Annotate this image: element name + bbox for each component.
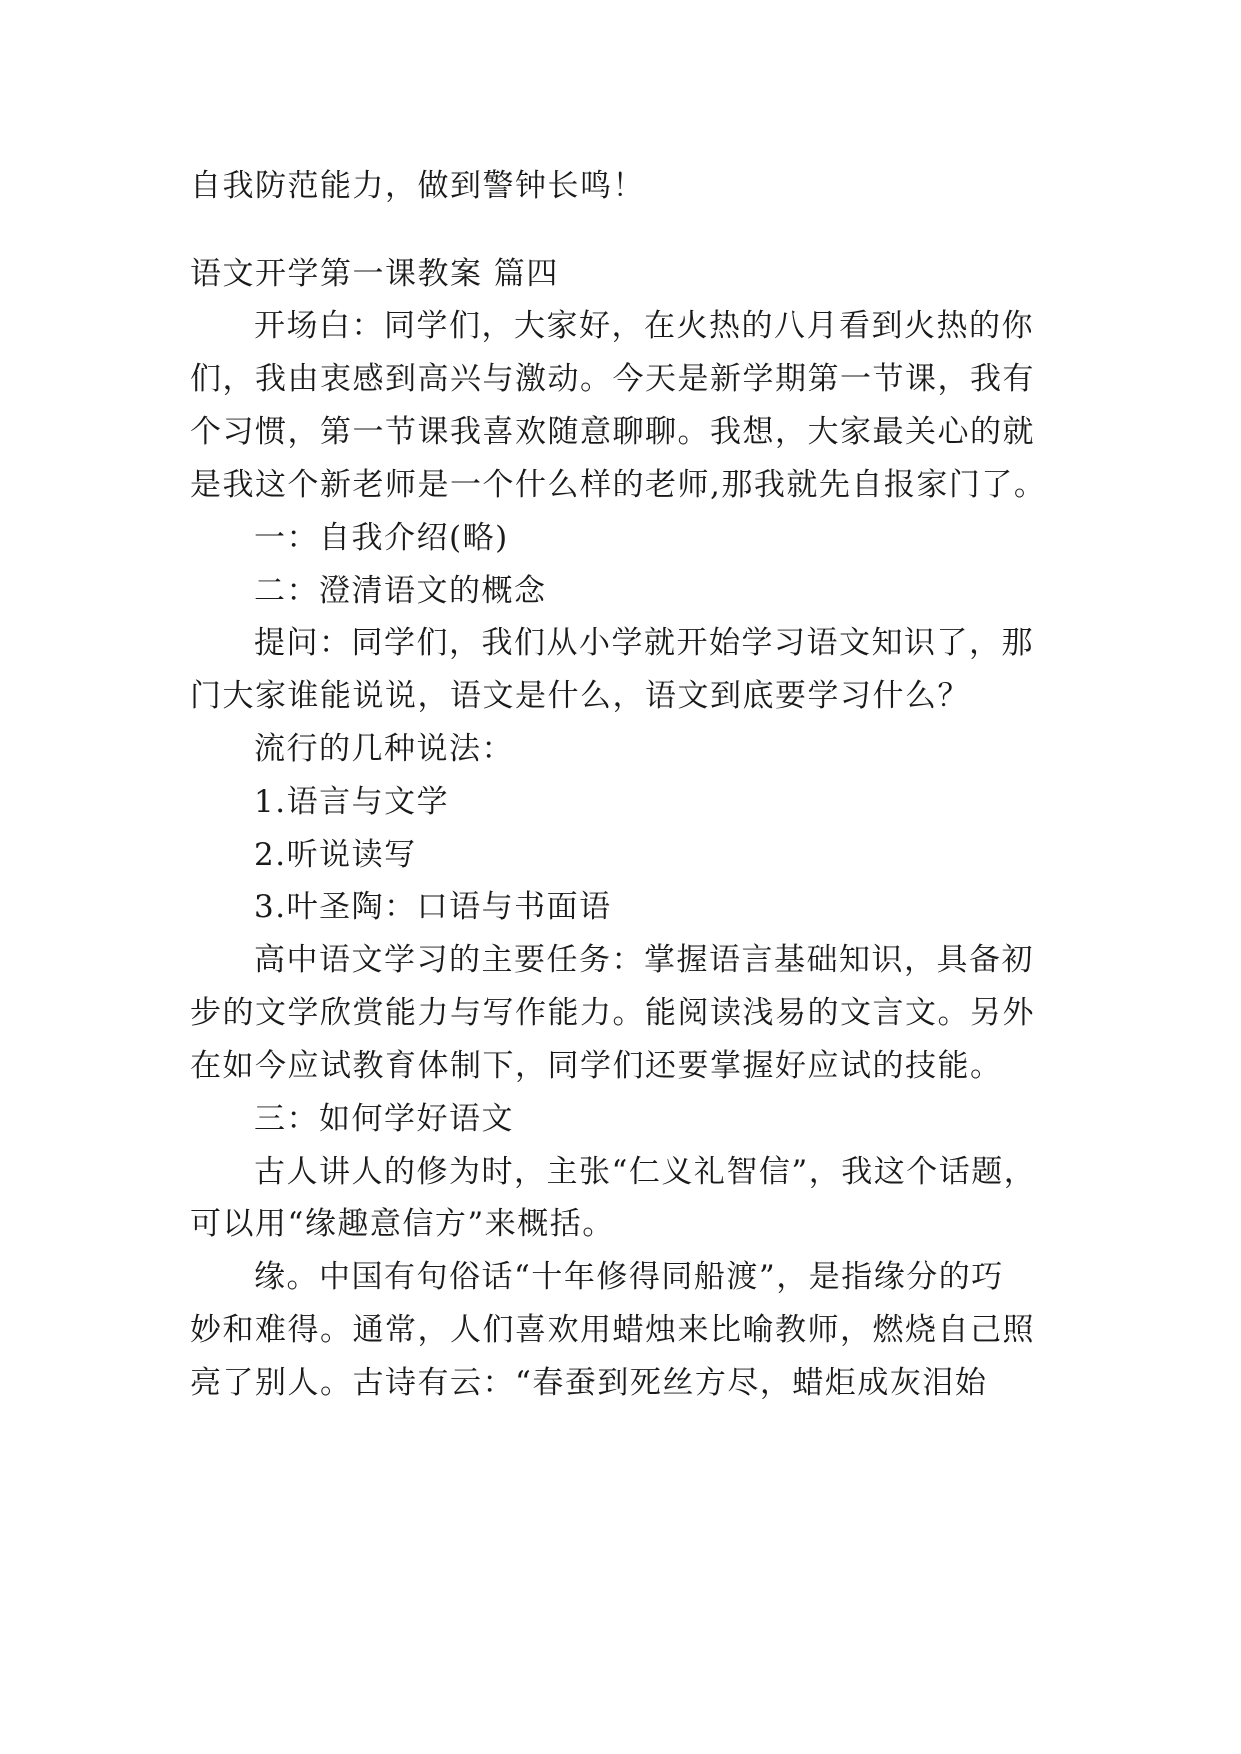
text-line-23: 亮了别人。古诗有云：“春蚕到死丝方尽，蜡炬成灰泪始 [190,1365,988,1401]
text-line-3: 开场白：同学们，大家好，在火热的八月看到火热的你 [254,308,1034,344]
text-line-8: 二：澄清语文的概念 [254,573,547,609]
text-line-19: 古人讲人的修为时，主张“仁义礼智信”，我这个话题， [254,1154,1037,1190]
section-heading: 语文开学第一课教案 篇四 [190,256,559,292]
text-line-1: 自我防范能力，做到警钟长鸣！ [190,168,645,204]
text-line-17: 在如今应试教育体制下，同学们还要掌握好应试的技能。 [190,1048,1003,1084]
text-line-5: 个习惯，第一节课我喜欢随意聊聊。我想，大家最关心的就 [190,414,1035,450]
text-line-13: 2.听说读写 [254,837,417,873]
text-line-21: 缘。中国有句俗话“十年修得同船渡”，是指缘分的巧 [254,1259,1004,1295]
text-line-14: 3.叶圣陶：口语与书面语 [254,889,612,925]
text-line-11: 流行的几种说法： [254,731,514,767]
text-line-15: 高中语文学习的主要任务：掌握语言基础知识，具备初 [254,942,1034,978]
text-line-16: 步的文学欣赏能力与写作能力。能阅读浅易的文言文。另外 [190,995,1035,1031]
text-line-20: 可以用“缘趣意信方”来概括。 [190,1206,615,1242]
text-line-22: 妙和难得。通常，人们喜欢用蜡烛来比喻教师，燃烧自己照 [190,1312,1035,1348]
text-line-12: 1.语言与文学 [254,784,450,820]
text-line-18: 三：如何学好语文 [254,1101,514,1137]
text-line-4: 们，我由衷感到高兴与激动。今天是新学期第一节课，我有 [190,361,1035,397]
text-line-6: 是我这个新老师是一个什么样的老师,那我就先自报家门了。 [190,467,1047,503]
text-line-7: 一：自我介绍(略) [254,520,509,556]
text-line-10: 门大家谁能说说，语文是什么，语文到底要学习什么？ [190,678,970,714]
text-line-9: 提问：同学们，我们从小学就开始学习语文知识了，那 [254,625,1034,661]
